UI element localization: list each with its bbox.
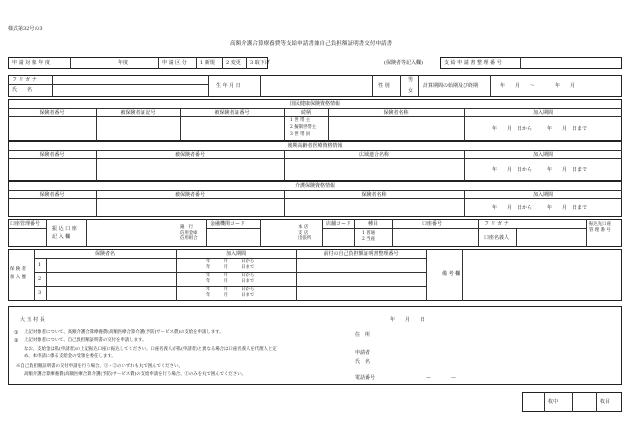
application-note-1: ※自己負担額証明書の交付申請を行う場合、①・②のいずれも丸で囲んでください。 — [16, 364, 183, 369]
history-row-3-to: 年 月 日まで — [206, 293, 255, 298]
history-row-1-to: 年 月 日まで — [206, 265, 255, 270]
sex-female[interactable]: 女 — [408, 88, 414, 94]
history-h-period: 加入期間 — [225, 251, 246, 257]
transfer-ref-label: 振込先口座 管 理 番 号 — [589, 222, 611, 233]
kokuho-title: 国民健康保険資格情報 — [289, 101, 340, 107]
option-change[interactable]: 2 変更 — [226, 60, 241, 66]
applicant-label: 申請者 — [355, 350, 371, 356]
sex-male[interactable]: 男 — [408, 77, 414, 83]
option-withdraw[interactable]: 3 取下げ — [250, 60, 270, 66]
furigana-label: フ リ ガ ナ — [12, 77, 37, 83]
application-text-3: なお、支給金は私(申請者)の上記振込口座に振込してください。口座名義人が私(申請者)と異なる場合は口座名義人を代理人と定め、本申請に係る支給金の受領を委任します。 — [24, 347, 277, 359]
option-new[interactable]: 1 新規 — [200, 60, 215, 66]
kouki-title: 後期高齢者医療資格情報 — [287, 143, 343, 149]
branch-type-options[interactable]: 本 店 支 店 出張所 — [298, 225, 312, 242]
cert-no-label: 支 給 申 請 書 整 理 番 号 — [444, 60, 502, 66]
kaigo-period: 年 月 日から 年 月 日まで — [492, 205, 588, 211]
history-h-insurer: 保険者名 — [94, 251, 115, 257]
kouki-h-union-name: 広域連合名称 — [358, 152, 389, 158]
kouki-h-period: 加入期間 — [532, 152, 553, 158]
application-note-2: 高額介護合算療養費(高額医療合算介護(予防)サービス費)の支給申請を行う場合、①のみを丸で囲んでください。 — [24, 372, 246, 377]
kaigo-h-insurer-name: 保険者名称 — [361, 192, 387, 198]
kouki-h-insurer-no: 保険者番号 — [39, 152, 65, 158]
relation-option-3[interactable]: 3 世 帯 員 — [290, 132, 311, 137]
sheet-current-label: 枚目 — [600, 399, 611, 405]
inst-code-label: 金融機関コード — [210, 221, 246, 227]
address-label: 住 所 — [355, 332, 371, 338]
application-text-2: 上記対象者について、自己負担額証明書の交付を申請します。 — [24, 338, 147, 343]
application-date: 年 月 日 — [390, 317, 426, 323]
holder-furigana-label: フ リ ガ ナ — [484, 221, 509, 227]
remarks-label: 備 考 欄 — [442, 271, 461, 277]
dob-label: 生 年 月 日 — [216, 83, 241, 89]
phone-label: 電話番号 — [355, 375, 376, 381]
kaigo-title: 介護保険資格情報 — [294, 183, 335, 189]
kokuho-h-insurer-name: 保険者名称 — [383, 110, 409, 116]
account-type-options[interactable]: 1 普通 2 当座 — [362, 231, 375, 242]
kokuho-h-card-no: 被保険者証番号 — [214, 110, 250, 116]
kaigo-h-insured-no: 被保険者番号 — [174, 192, 205, 198]
account-type-label: 種目 — [368, 221, 379, 227]
kokuho-h-period: 加入期間 — [532, 110, 553, 116]
history-row-1: 1 — [38, 262, 42, 268]
kokuho-h-insurer-no: 保険者番号 — [39, 110, 65, 116]
kouki-period: 年 月 日から 年 月 日まで — [492, 167, 588, 173]
holder-label: 口座名義人 — [484, 235, 510, 241]
kokuho-period: 年 月 日から 年 月 日まで — [492, 126, 588, 132]
sex-label: 性 別 — [378, 83, 390, 89]
mark-2[interactable]: ② — [14, 338, 19, 344]
insurer-note: (保険者等記入欄) — [384, 60, 423, 66]
name-label: 氏 名 — [12, 87, 33, 93]
history-h-cert-no: 前付の自己負担額証明書整理番号 — [323, 251, 399, 257]
kokuho-h-card-symbol: 被保険者証記号 — [120, 110, 156, 116]
form-title: 高額介護合算療養費等支給申請書兼自己負担額証明書交付申請書 — [230, 41, 393, 47]
bank-entry-label: 記 入 欄 — [52, 234, 71, 240]
mark-1[interactable]: ① — [14, 330, 19, 336]
fiscal-year-label: 申 請 対 象 年 度 — [12, 60, 50, 66]
branch-code-label: 店舗コード — [326, 221, 352, 227]
period-value: 年 月 〜 年 月 — [500, 83, 576, 89]
history-side-label-2: 保 険 者 — [10, 267, 26, 272]
kaigo-h-insurer-no: 保険者番号 — [39, 192, 65, 198]
kokuho-h-relation: 続柄 — [300, 110, 311, 116]
category-label: 申 請 区 分 — [162, 60, 187, 66]
kaigo-h-period: 加入期間 — [532, 192, 553, 198]
application-text-1: 上記対象者について、高額介護合算療養費(高額医療合算介護(予防)サービス費)の支給を申請します。 — [24, 330, 224, 335]
account-no-label: 口座番号 — [422, 221, 443, 227]
kouki-h-insured-no: 被保険者番号 — [174, 152, 205, 158]
relation-option-2[interactable]: 2 擬制世帯主 — [290, 125, 317, 130]
mayor-label: 大 玉 村 長 — [20, 317, 45, 323]
history-row-3-from: 年 月 日から — [206, 287, 255, 292]
period-label: 計算期間の始期及び終期 — [423, 83, 479, 89]
bank-transfer-label: 振 込 口 座 — [52, 226, 77, 232]
history-row-2-from: 年 月 日から — [206, 273, 255, 278]
history-row-1-from: 年 月 日から — [206, 259, 255, 264]
fiscal-year-suffix: 年度 — [118, 60, 129, 66]
sheet-total-label: 枚中 — [548, 399, 559, 405]
relation-option-1[interactable]: 1 世 帯 主 — [290, 118, 311, 123]
history-side-label: 加 入 歴 — [10, 275, 26, 280]
bank-mgmt-no-label: 口座管理番号 — [10, 221, 41, 227]
history-row-2-to: 年 月 日まで — [206, 279, 255, 284]
bank-type-options[interactable]: 銀 行 信用金庫 信用組合 — [180, 225, 198, 242]
applicant-name-label: 氏 名 — [355, 359, 371, 365]
form-id: 様式第32号の3 — [8, 26, 43, 32]
history-row-2: 2 — [38, 276, 42, 282]
phone-dashes: — — — [426, 375, 457, 381]
history-row-3: 3 — [38, 290, 42, 296]
